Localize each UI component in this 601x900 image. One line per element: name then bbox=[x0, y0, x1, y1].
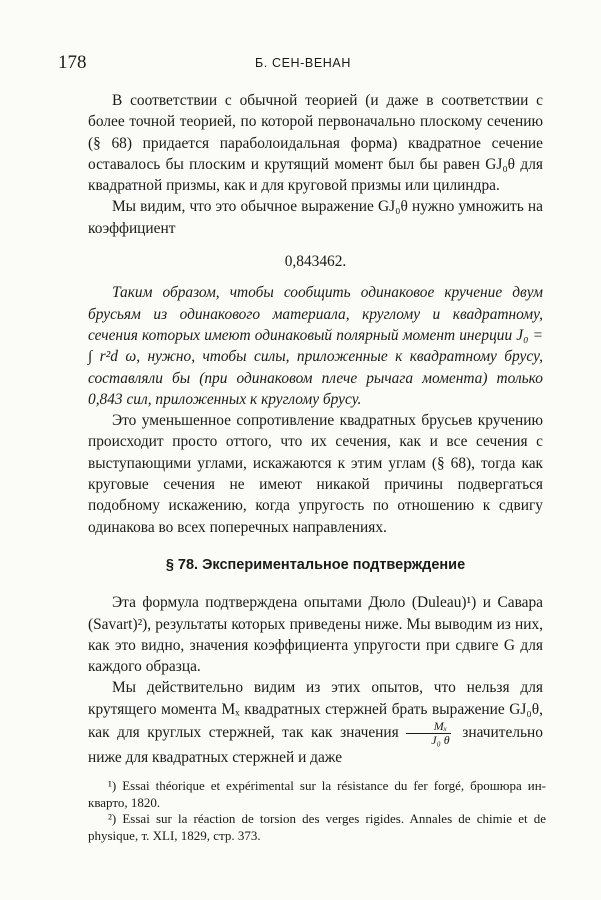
body-text bbox=[88, 90, 543, 768]
running-title: Б. СЕН-ВЕНАН bbox=[255, 56, 351, 70]
paragraph-start: Мы действительно видим из этих опытов, что нельзя для крутящего момента Mₓ квадратных стержней брать выражение GJ₀θ, как для круглых стержней, так как значения bbox=[88, 679, 543, 742]
paragraph: В соответствии с обычной теорией (и даже в соответствии с более точной теорией, по которой первоначально плоскому сечению (§ 68) придается параболоидальная форма) квадратное сечение оставалось бы плоским и крутящий момент был бы равен GJ₀θ для квадратной призмы, как и для круговой призмы или цилиндра. bbox=[88, 92, 543, 195]
page-header bbox=[58, 52, 548, 76]
page-number: 178 bbox=[58, 52, 87, 73]
italic-paragraph: Таким образом, чтобы сообщить одинаковое кручение двум брусьям из одинакового материала, круглому и квадратному, сечения которых имеют одинаковый полярный момент инерции J₀ = ∫ r²d ω, нужно, чтобы силы, приложенные к квадратному брусу, составляли бы (при одинаковом плече рычага момента) только 0,843 сил, приложенных к круглому брусу. bbox=[88, 284, 543, 408]
paragraph-end: значительно ниже для квадратных стержней и даже bbox=[88, 724, 543, 767]
paragraph-with-fraction bbox=[88, 677, 543, 768]
paragraph: Это уменьшенное сопротивление квадратных брусьев кручению происходит просто оттого, что их сечения, как и все сечения с выступающими углами, искажаются к этим углам (§ 68), тогда как круговые сечения не имеют никакой причины подвергаться подобному искажению, когда упругость по отношению к сдвигу одинакова во всех поперечных направлениях. bbox=[88, 412, 543, 536]
footnotes bbox=[88, 778, 546, 844]
paragraph: Мы видим, что это обычное выражение GJ₀θ нужно умножить на коэффициент bbox=[88, 198, 543, 237]
footnote-2: ²) Essai sur la réaction de torsion des verges rigides. Annales de chimie et de physique, т. XLI, 1829, стр. 373. bbox=[88, 811, 546, 843]
fraction-mx-over-j0theta bbox=[406, 720, 450, 747]
coefficient-value: 0,843462. bbox=[284, 253, 347, 271]
fraction-denominator: J₀ θ bbox=[431, 733, 450, 748]
footnote-1: ¹) Essai théorique et expérimental sur la résistance du fer forgé, брошюра ин-кварто, 1820. bbox=[88, 778, 546, 810]
paragraph: Эта формула подтверждена опытами Дюло (Duleau)¹) и Савара (Savart)²), результаты которых приведены ниже. Мы выводим из них, как это видно, значения коэффициента упругости при сдвиге G для каждого образца. bbox=[88, 594, 543, 676]
fraction-numerator: Mₓ bbox=[406, 720, 450, 734]
section-heading: § 78. Экспериментальное подтверждение bbox=[165, 556, 466, 573]
